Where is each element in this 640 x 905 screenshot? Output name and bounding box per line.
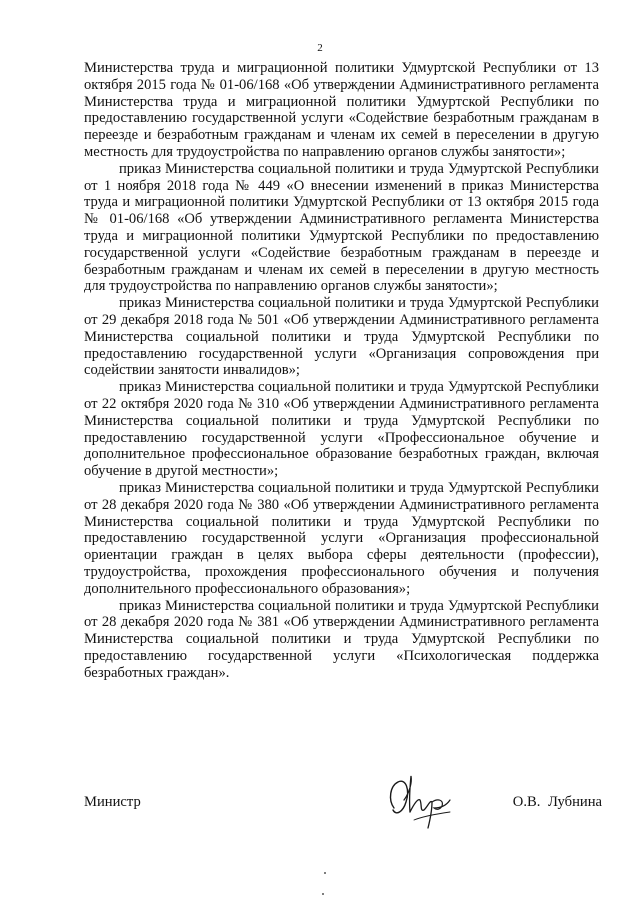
paragraph-order-449: приказ Министерства социальной политики и труда Удмуртской Республики от 1 ноября 2018 года № 449 «О внесении изменений в приказ Министерства труда и миграционной политики Удмуртской Республики от 13 октября 2015 года № 01-06/168 «Об утверждении Административного регламента Министерства труда и миграционной политики Удмуртской Республики по предоставлению государственной услуги «Содействие безработным гражданам в переезде и безработным гражданам и членам их семей в переселении в другую местность для трудоустройства по направлению органов службы занятости»; — [84, 160, 599, 295]
paragraph-order-501: приказ Министерства социальной политики и труда Удмуртской Республики от 29 декабря 2018 года № 501 «Об утверждении Административного регламента Министерства социальной политики и труда Удмуртской Республики по предоставлению государственной услуги «Организация сопровождения при содействии занятости инвалидов»; — [84, 295, 599, 379]
handwritten-signature — [384, 770, 459, 832]
paragraph-order-380: приказ Министерства социальной политики и труда Удмуртской Республики от 28 декабря 2020 года № 380 «Об утверждении Административного регламента Министерства социальной политики и труда Удмуртской Республики по предоставлению государственной услуги «Организация профессиональной ориентации граждан в целях выбора сферы деятельности (профессии), трудоустройства, прохождения профессионального обучения и получения дополнительного профессионального образования»; — [84, 479, 599, 597]
signatory-name: О.В. Лубнина — [512, 794, 602, 810]
scan-artifact-dot — [322, 893, 324, 895]
signature-block — [84, 770, 602, 830]
scan-artifact-dot — [324, 872, 326, 874]
page-number: 2 — [317, 42, 323, 54]
signatory-position: Министр — [84, 794, 141, 810]
document-body — [84, 60, 599, 681]
paragraph-order-381: приказ Министерства социальной политики и труда Удмуртской Республики от 28 декабря 2020 года № 381 «Об утверждении Административного регламента Министерства социальной политики и труда Удмуртской Республики по предоставлению государственной услуги «Психологическая поддержка безработных граждан». — [84, 597, 599, 681]
paragraph-order-310: приказ Министерства социальной политики и труда Удмуртской Республики от 22 октября 2020 года № 310 «Об утверждении Административного регламента Министерства социальной политики и труда Удмуртской Республики по предоставлению государственной услуги «Профессиональное обучение и дополнительное профессиональное образование безработных граждан, включая обучение в другой местности»; — [84, 379, 599, 480]
paragraph-continuation: Министерства труда и миграционной политики Удмуртской Республики от 13 октября 2015 года № 01-06/168 «Об утверждении Административного регламента Министерства труда и миграционной политики Удмуртской Республики по предоставлению государственной услуги «Содействие безработным гражданам в переезде и безработным гражданам и членам их семей в переселении в другую местность для трудоустройства по направлению органов службы занятости»; — [84, 60, 599, 160]
